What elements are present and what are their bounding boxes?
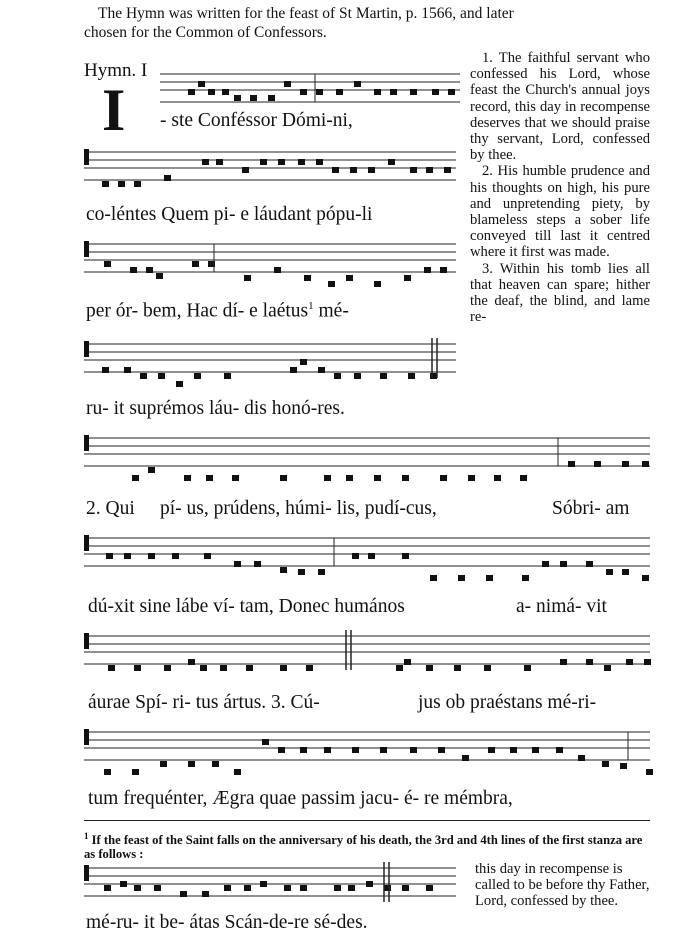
neume <box>298 569 305 575</box>
neume <box>410 89 417 95</box>
neume <box>202 159 209 165</box>
neume <box>444 167 451 173</box>
footnote-number: 1 <box>84 831 89 841</box>
neume <box>532 747 539 753</box>
neume <box>300 359 307 365</box>
footnote-lyric: mé-ru- it be- átas Scán-de-re sé-des. <box>86 912 368 933</box>
neume <box>202 891 209 897</box>
neume <box>642 461 649 467</box>
neume <box>132 769 139 775</box>
neume <box>278 747 285 753</box>
staff-8 <box>84 722 650 784</box>
footnote-mark: 1 <box>308 300 314 312</box>
lyric-line-2: co-léntes Quem pi- e láudant pópu-li <box>86 204 373 225</box>
neume <box>318 569 325 575</box>
neume <box>354 81 361 87</box>
neume <box>484 665 491 671</box>
neume <box>352 747 359 753</box>
neume <box>204 553 211 559</box>
lyric-line-7a: áurae Spí- ri- tus ártus. 3. Cú- <box>88 692 320 713</box>
neume <box>626 659 633 665</box>
neume <box>184 475 191 481</box>
neume <box>108 665 115 671</box>
neume <box>104 261 111 267</box>
staff-6 <box>84 528 650 588</box>
staff-4 <box>84 334 456 388</box>
neume <box>384 885 391 891</box>
neume <box>118 181 125 187</box>
neume <box>104 769 111 775</box>
neume <box>148 553 155 559</box>
neume <box>172 553 179 559</box>
neume <box>102 367 109 373</box>
neume <box>212 761 219 767</box>
neume <box>430 373 437 379</box>
neume <box>156 273 163 279</box>
clef <box>84 729 89 745</box>
lyric-line-5c: Sóbri- am <box>552 498 630 519</box>
neume <box>604 665 611 671</box>
neume <box>430 575 437 581</box>
neume <box>410 167 417 173</box>
neume <box>468 475 475 481</box>
neume <box>220 665 227 671</box>
footnote-text: If the feast of the Saint falls on the anniversary of his death, the 3rd and 4th lines of the first stanza are as follows : <box>84 833 643 862</box>
neume <box>606 569 613 575</box>
neume <box>280 567 287 573</box>
lyric-line-3-end: mé- <box>318 300 349 322</box>
lyric-line-3 <box>86 300 349 323</box>
neume <box>124 553 131 559</box>
neume <box>148 467 155 473</box>
lyric-line-5b: pí- us, prúdens, húmi- lis, pudí-cus, <box>160 498 437 519</box>
neume <box>246 665 253 671</box>
staff-2 <box>84 142 456 190</box>
neume <box>354 373 361 379</box>
hymn-label: Hymn. I <box>84 60 148 81</box>
neume <box>222 89 229 95</box>
neume <box>426 665 433 671</box>
neume <box>260 159 267 165</box>
neume <box>176 381 183 387</box>
neume <box>424 267 431 273</box>
neume <box>348 885 355 891</box>
neume <box>346 475 353 481</box>
neume <box>374 281 381 287</box>
neume <box>368 553 375 559</box>
neume <box>244 885 251 891</box>
neume <box>234 95 241 101</box>
neume <box>642 575 649 581</box>
lyric-line-5-a: 2. Qui <box>86 498 135 519</box>
neume <box>284 885 291 891</box>
clef <box>84 865 89 881</box>
neume <box>646 769 653 775</box>
neume <box>520 475 527 481</box>
clef <box>84 341 89 357</box>
footnote-continuation: this day in recompense is called to be before thy Father, Lord, confessed by thee. <box>475 861 650 910</box>
clef <box>84 435 89 451</box>
neume <box>440 267 447 273</box>
neume <box>194 373 201 379</box>
neume <box>278 159 285 165</box>
neume <box>620 763 627 769</box>
neume <box>234 561 241 567</box>
neume <box>244 275 251 281</box>
neume <box>594 461 601 467</box>
neume <box>300 885 307 891</box>
translation-stanza-1: 1. The faithful servant who confessed his Lord, whose feast the Church's annual joys record, this day in recompense deserves that we should praise thy servant, Lord, confessed by thee. <box>470 50 650 164</box>
neume <box>140 373 147 379</box>
neume <box>568 461 575 467</box>
neume <box>426 885 433 891</box>
neume <box>242 167 249 173</box>
neume <box>448 89 455 95</box>
neume <box>336 89 343 95</box>
neume <box>488 747 495 753</box>
neume <box>158 373 165 379</box>
translation-stanza-2: 2. His humble prudence and his thoughts on high, his pure and unpretending piety, by blameless steps a sober life conveyed till last it centred where it first was made. <box>470 163 650 261</box>
neume <box>306 665 313 671</box>
neume <box>402 553 409 559</box>
neume <box>188 659 195 665</box>
neume <box>274 267 281 273</box>
neume <box>208 89 215 95</box>
intro-line-2: chosen for the Common of Confessors. <box>84 24 327 41</box>
lyric-line-1: - ste Conféssor Dómi-ni, <box>160 110 353 131</box>
staff-7 <box>84 626 650 688</box>
neume <box>346 275 353 281</box>
staff-1 <box>160 64 460 108</box>
neume <box>560 561 567 567</box>
neume <box>198 81 205 87</box>
lyric-line-3-text: per ór- bem, Hac dí- e laétus <box>86 300 309 322</box>
neume <box>560 659 567 665</box>
clef <box>84 241 89 257</box>
neume <box>438 747 445 753</box>
neume <box>134 885 141 891</box>
neume <box>510 747 517 753</box>
neume <box>350 167 357 173</box>
neume <box>132 475 139 481</box>
neume <box>380 747 387 753</box>
neume <box>352 553 359 559</box>
neume <box>232 475 239 481</box>
neume <box>380 373 387 379</box>
neume <box>622 461 629 467</box>
neume <box>268 95 275 101</box>
neume <box>316 159 323 165</box>
neume <box>556 747 563 753</box>
neume <box>390 89 397 95</box>
staff-3 <box>84 234 456 296</box>
neume <box>404 659 411 665</box>
neume <box>426 167 433 173</box>
neume <box>134 181 141 187</box>
lyric-line-7b: jus ob praéstans mé-ri- <box>418 692 597 713</box>
neume <box>262 739 269 745</box>
neume <box>404 275 411 281</box>
neume <box>374 475 381 481</box>
neume <box>300 747 307 753</box>
neume <box>432 89 439 95</box>
neume <box>290 367 297 373</box>
neume <box>318 367 325 373</box>
neume <box>324 475 331 481</box>
neume <box>104 885 111 891</box>
neume <box>486 575 493 581</box>
neume <box>316 89 323 95</box>
neume <box>250 95 257 101</box>
neume <box>284 81 291 87</box>
intro-paragraph <box>84 4 650 42</box>
neume <box>254 561 261 567</box>
neume <box>644 659 651 665</box>
neume <box>458 575 465 581</box>
neume <box>300 89 307 95</box>
neume <box>224 373 231 379</box>
neume <box>396 665 403 671</box>
neume <box>154 885 161 891</box>
staff-5 <box>84 428 650 490</box>
intro-line-1: The Hymn was written for the feast of St Martin, p. 1566, and later <box>98 5 514 22</box>
neume <box>374 89 381 95</box>
neume <box>602 761 609 767</box>
staff-9 <box>84 858 456 904</box>
neume <box>334 373 341 379</box>
neume <box>120 881 127 887</box>
neume <box>328 281 335 287</box>
neume <box>106 553 113 559</box>
neume <box>366 881 373 887</box>
neume <box>324 747 331 753</box>
neume <box>462 755 469 761</box>
neume <box>298 159 305 165</box>
neume <box>334 885 341 891</box>
neume <box>160 761 167 767</box>
neume <box>188 89 195 95</box>
lyric-line-6a: dú-xit sine lábe ví- tam, Donec humános <box>88 596 405 617</box>
neume <box>180 891 187 897</box>
neume <box>234 769 241 775</box>
neume <box>224 885 231 891</box>
neume <box>586 561 593 567</box>
neume <box>388 159 395 165</box>
initial-letter: I <box>102 77 126 143</box>
translation-stanza-3: 3. Within his tomb lies all that heaven can spare; hither the deaf, the blind, and lame re- <box>470 260 650 326</box>
neume <box>304 275 311 281</box>
neume <box>280 665 287 671</box>
neume <box>542 561 549 567</box>
neume <box>454 665 461 671</box>
footnote-rule <box>84 820 650 821</box>
neume <box>206 475 213 481</box>
neume <box>402 475 409 481</box>
lyric-line-6b: a- nimá- vit <box>516 596 607 617</box>
clef <box>84 633 89 649</box>
neume <box>524 665 531 671</box>
footnote <box>84 829 650 861</box>
neume <box>134 665 141 671</box>
neume <box>332 167 339 173</box>
neume <box>280 475 287 481</box>
neume <box>368 167 375 173</box>
neume <box>260 881 267 887</box>
neume <box>216 159 223 165</box>
neume <box>130 267 137 273</box>
neume <box>410 747 417 753</box>
neume <box>494 475 501 481</box>
clef <box>84 149 89 165</box>
neume <box>622 569 629 575</box>
neume <box>124 367 131 373</box>
translation-column <box>470 50 650 325</box>
lyric-line-5 <box>86 498 135 520</box>
neume <box>578 755 585 761</box>
neume <box>146 267 153 273</box>
neume <box>522 575 529 581</box>
lyric-line-4: ru- it suprémos láu- dis honó-res. <box>86 398 345 419</box>
neume <box>102 181 109 187</box>
neume <box>192 261 199 267</box>
neume <box>586 659 593 665</box>
neume <box>200 665 207 671</box>
neume <box>408 373 415 379</box>
neume <box>164 175 171 181</box>
neume <box>164 665 171 671</box>
lyric-line-8: tum frequénter, Ægra quae passim jacu- é- re mémbra, <box>88 788 513 809</box>
neume <box>188 761 195 767</box>
neume <box>440 475 447 481</box>
neume <box>402 885 409 891</box>
clef <box>84 535 89 551</box>
